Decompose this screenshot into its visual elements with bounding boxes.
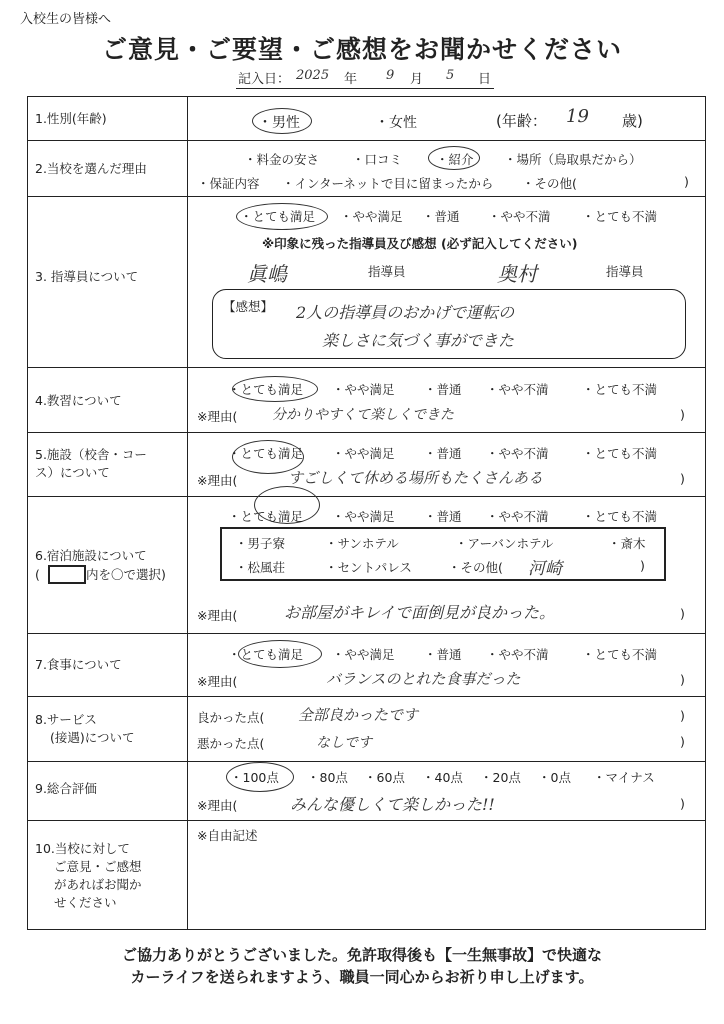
row-divider <box>27 696 706 697</box>
rating-satisfied[interactable]: ・やや満足 <box>332 509 395 524</box>
rating-satisfied[interactable]: ・やや満足 <box>332 382 395 397</box>
instructor-suffix: 指導員 <box>606 264 644 279</box>
q6-label-open: ( <box>35 567 40 582</box>
column-divider <box>187 96 188 930</box>
q6-reason[interactable]: お部屋がキレイで面倒見が良かった。 <box>284 603 556 622</box>
rating-dissatisfied[interactable]: ・やや不満 <box>488 209 551 224</box>
rating-neutral[interactable]: ・普通 <box>424 446 462 461</box>
close-paren: ) <box>680 672 685 687</box>
facility-other[interactable]: ・その他( <box>448 560 503 575</box>
rating-very-satisfied[interactable]: ・とても満足 <box>228 647 304 662</box>
close-paren: ) <box>680 606 685 621</box>
row-divider <box>27 196 706 197</box>
date-label: 記入日： <box>238 72 291 87</box>
q1-label: 1.性別(年齢) <box>35 111 107 126</box>
reason-location[interactable]: ・場所（鳥取県だから） <box>504 152 642 167</box>
q10-label-line-1: 10.当校に対して <box>35 841 130 856</box>
reason-referral[interactable]: ・紹介 <box>436 152 474 167</box>
month-unit: 月 <box>410 72 424 87</box>
score-40[interactable]: ・40点 <box>422 770 463 785</box>
row-divider <box>27 496 706 497</box>
age-suffix: 歳) <box>622 112 643 130</box>
reason-other[interactable]: ・その他( <box>522 176 577 191</box>
row-divider <box>27 633 706 634</box>
selection-box-legend <box>48 565 86 584</box>
rating-dissatisfied[interactable]: ・やや不満 <box>486 382 549 397</box>
impression-label: 【感想】 <box>223 299 274 314</box>
close-paren: ) <box>684 174 689 189</box>
row-divider <box>27 367 706 368</box>
date-month: 9 <box>386 68 395 83</box>
q6-label-line-2: 内を〇で選択) <box>86 567 166 582</box>
facility-st-palace[interactable]: ・セントパレス <box>325 560 412 575</box>
option-female[interactable]: ・女性 <box>375 115 417 131</box>
rating-satisfied[interactable]: ・やや満足 <box>332 647 395 662</box>
rating-very-satisfied[interactable]: ・とても満足 <box>228 509 304 524</box>
q10-label-line-4: せください <box>54 895 117 910</box>
reason-warranty[interactable]: ・保証内容 <box>197 176 260 191</box>
greeting: 入校生の皆様へ <box>20 12 112 27</box>
q10-label-line-3: があればお聞か <box>54 877 142 892</box>
rating-very-dissatisfied[interactable]: ・とても不満 <box>582 509 658 524</box>
rating-satisfied[interactable]: ・やや満足 <box>340 209 403 224</box>
close-paren: ) <box>640 558 645 573</box>
row-divider <box>27 761 706 762</box>
facility-other-value[interactable]: 河崎 <box>528 559 562 579</box>
row-divider <box>27 140 706 141</box>
facility-shofuso[interactable]: ・松風荘 <box>235 560 286 575</box>
reason-label: ※理由( <box>197 473 238 488</box>
q9-label: 9.総合評価 <box>35 781 97 796</box>
q3-label: 3. 指導員について <box>35 269 139 284</box>
free-text-area[interactable] <box>190 845 702 925</box>
instructor-suffix: 指導員 <box>368 264 406 279</box>
age-prefix: (年齢： <box>496 112 547 130</box>
rating-very-satisfied[interactable]: ・とても満足 <box>228 382 304 397</box>
rating-very-satisfied[interactable]: ・とても満足 <box>228 446 304 461</box>
good-points-value[interactable]: 全部良かったです <box>298 706 419 724</box>
reason-price[interactable]: ・料金の安さ <box>244 152 320 167</box>
facility-urban-hotel[interactable]: ・アーバンホテル <box>455 536 554 551</box>
reason-reviews[interactable]: ・口コミ <box>352 152 403 167</box>
facility-dormitory[interactable]: ・男子寮 <box>235 536 286 551</box>
date-year: 2025 <box>296 68 330 83</box>
age-value[interactable]: 19 <box>566 106 589 127</box>
q5-label-line-1: 5.施設（校舎・コー <box>35 447 147 462</box>
q2-label: 2.当校を選んだ理由 <box>35 161 147 176</box>
facility-sun-hotel[interactable]: ・サンホテル <box>325 536 399 551</box>
impression-line-1: 2人の指導員のおかげで運転の <box>296 303 515 322</box>
bad-points-value[interactable]: なしです <box>316 735 372 751</box>
close-paren: ) <box>680 407 685 422</box>
facility-saiki[interactable]: ・斎木 <box>608 536 646 551</box>
rating-very-dissatisfied[interactable]: ・とても不満 <box>582 647 658 662</box>
rating-dissatisfied[interactable]: ・やや不満 <box>486 509 549 524</box>
q4-reason[interactable]: 分かりやすくて楽しくできた <box>272 407 454 423</box>
option-male[interactable]: ・男性 <box>258 115 300 131</box>
reason-label: ※理由( <box>197 409 238 424</box>
impression-line-2: 楽しさに気づく事ができた <box>322 331 515 350</box>
q5-label-line-2: ス）について <box>35 465 110 480</box>
q4-label: 4.教習について <box>35 393 122 408</box>
footer-message <box>0 944 724 988</box>
rating-neutral[interactable]: ・普通 <box>422 209 460 224</box>
row-divider <box>27 432 706 433</box>
rating-very-satisfied[interactable]: ・とても満足 <box>240 209 316 224</box>
rating-very-dissatisfied[interactable]: ・とても不満 <box>582 382 658 397</box>
day-unit: 日 <box>478 72 492 87</box>
q5-reason[interactable]: すごしくて休める場所もたくさんある <box>288 469 544 487</box>
date-field[interactable] <box>236 68 494 89</box>
instructor-note: ※印象に残った指導員及び感想 (必ず記入してください) <box>262 236 578 251</box>
score-60[interactable]: ・60点 <box>364 770 405 785</box>
rating-very-dissatisfied[interactable]: ・とても不満 <box>582 209 658 224</box>
reason-label: ※理由( <box>197 674 238 689</box>
footer-line-1: ご協力ありがとうございました。免許取得後も【一生無事故】で快適な <box>121 946 602 964</box>
bad-points-label: 悪かった点( <box>197 736 265 751</box>
reason-label: ※理由( <box>197 798 238 813</box>
row-divider <box>27 820 706 821</box>
score-minus[interactable]: ・マイナス <box>593 770 655 785</box>
q7-reason[interactable]: バランスのとれた食事だった <box>326 670 521 688</box>
instructor-2-name[interactable]: 奥村 <box>497 262 537 286</box>
free-text-label: ※自由記述 <box>197 828 258 843</box>
facility-selection-box <box>220 527 666 581</box>
rating-neutral[interactable]: ・普通 <box>424 647 462 662</box>
close-paren: ) <box>680 471 685 486</box>
close-paren: ) <box>680 734 685 749</box>
rating-satisfied[interactable]: ・やや満足 <box>332 446 395 461</box>
q10-label-line-2: ご意見・ご感想 <box>54 859 142 874</box>
year-unit: 年 <box>344 72 358 87</box>
score-0[interactable]: ・0点 <box>538 770 571 785</box>
q6-label-line-1: 6.宿泊施設について <box>35 548 147 563</box>
good-points-label: 良かった点( <box>197 710 265 725</box>
date-day: 5 <box>446 68 455 83</box>
rating-neutral[interactable]: ・普通 <box>424 509 462 524</box>
score-80[interactable]: ・80点 <box>307 770 348 785</box>
rating-dissatisfied[interactable]: ・やや不満 <box>486 446 549 461</box>
q9-reason[interactable]: みんな優しくて楽しかった!! <box>290 795 495 814</box>
q8-label-line-1: 8.サービス <box>35 712 97 727</box>
rating-dissatisfied[interactable]: ・やや不満 <box>486 647 549 662</box>
close-paren: ) <box>680 708 685 723</box>
reason-internet[interactable]: ・インターネットで目に留まったから <box>282 176 494 191</box>
rating-neutral[interactable]: ・普通 <box>424 382 462 397</box>
instructor-1-name[interactable]: 眞嶋 <box>247 262 287 286</box>
footer-line-2: カーライフを送られますよう、職員一同心からお祈り申し上げます。 <box>130 968 594 986</box>
reason-label: ※理由( <box>197 608 238 623</box>
q8-label-line-2: (接遇)について <box>50 730 135 745</box>
score-100[interactable]: ・100点 <box>230 770 279 785</box>
close-paren: ) <box>680 796 685 811</box>
page-title: ご意見・ご要望・ご感想をお聞かせください <box>101 35 622 64</box>
score-20[interactable]: ・20点 <box>480 770 521 785</box>
q7-label: 7.食事について <box>35 657 122 672</box>
rating-very-dissatisfied[interactable]: ・とても不満 <box>582 446 658 461</box>
